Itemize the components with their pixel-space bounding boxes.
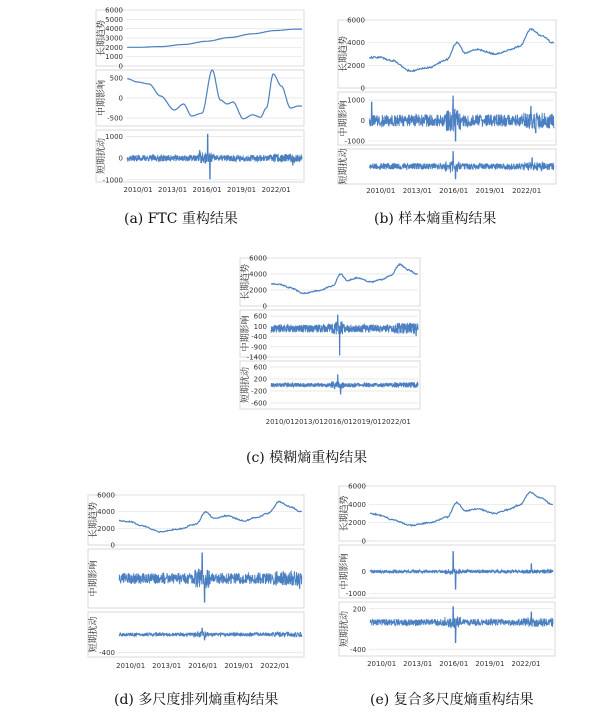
caption-e: (e) 复合多尺度熵重构结果 <box>370 692 534 708</box>
x-tick-label: 2010/01 <box>265 418 295 426</box>
x-tick-label: 2013/01 <box>403 660 433 668</box>
x-tick-label: 2010/01 <box>367 660 397 668</box>
y-tick-label: 0 <box>118 154 123 163</box>
y-tick-label: 0 <box>361 537 366 546</box>
x-tick-label: 2016/01 <box>188 662 218 670</box>
y-tick-label: 0 <box>360 117 365 126</box>
y-axis-label: 长期趋势 <box>339 35 349 73</box>
x-tick-label: 2016/01 <box>323 418 353 426</box>
caption-c: (c) 模糊熵重构结果 <box>246 450 368 466</box>
y-axis-label: 中期影响 <box>89 560 99 597</box>
caption-b: (b) 样本熵重构结果 <box>374 211 497 227</box>
chart-c <box>224 256 422 431</box>
y-tick-label: 200 <box>352 605 366 614</box>
x-tick-label: 2016/01 <box>439 660 469 668</box>
x-tick-label: 2013/01 <box>158 186 188 194</box>
y-tick-label: -1000 <box>345 590 366 599</box>
caption-d: (d) 多尺度排列熵重构结果 <box>114 692 279 708</box>
y-tick-label: 5000 <box>105 15 123 24</box>
panel-frame <box>339 602 555 656</box>
y-tick-label: 600 <box>253 312 267 321</box>
y-tick-label: -1400 <box>246 353 267 362</box>
y-tick-label: 1000 <box>105 133 123 141</box>
panel-frame <box>240 310 420 357</box>
x-tick-label: 2019/01 <box>475 660 505 668</box>
y-tick-label: 6000 <box>105 6 123 15</box>
chart-a <box>68 8 308 193</box>
y-tick-label: -400 <box>99 649 115 657</box>
chart-c-svg <box>224 256 422 431</box>
y-tick-label: 6000 <box>347 16 365 25</box>
y-axis-label: 长期趋势 <box>340 495 350 532</box>
y-tick-label: 200 <box>253 375 267 384</box>
y-tick-label: -400 <box>251 333 267 342</box>
y-tick-label: 500 <box>109 74 123 83</box>
chart-d <box>78 493 306 676</box>
chart-a-svg <box>68 8 308 193</box>
y-tick-label: 2000 <box>249 286 267 295</box>
y-tick-label: 3000 <box>105 34 123 43</box>
y-axis-label: 中期影响 <box>339 100 349 137</box>
y-tick-label: 4000 <box>249 270 267 279</box>
y-tick-label: 4000 <box>97 508 115 517</box>
y-axis-label: 长期趋势 <box>241 263 251 301</box>
y-tick-label: -1000 <box>102 176 123 185</box>
y-axis-label: 短期扰动 <box>339 148 349 185</box>
y-tick-label: -1000 <box>344 137 365 146</box>
x-tick-label: 2022/01 <box>511 660 541 668</box>
y-axis-label: 中期影响 <box>97 79 107 117</box>
y-tick-label: 6000 <box>348 482 366 491</box>
x-tick-label: 2022/01 <box>261 186 291 194</box>
x-tick-label: 2010/01 <box>123 186 153 194</box>
caption-a: (a) FTC 重构结果 <box>124 211 238 227</box>
y-tick-label: 1000 <box>105 53 123 62</box>
x-tick-label: 2010/01 <box>116 662 146 670</box>
x-tick-label: 2016/01 <box>192 186 222 194</box>
x-tick-label: 2019/01 <box>475 187 505 195</box>
y-tick-label: 0 <box>118 62 123 71</box>
y-tick-label: -900 <box>251 343 267 352</box>
y-tick-label: -500 <box>107 114 123 123</box>
y-tick-label: 600 <box>253 363 267 372</box>
y-tick-label: 0 <box>360 84 365 93</box>
x-tick-label: 2013/01 <box>152 662 182 670</box>
chart-e <box>327 484 557 678</box>
y-tick-label: 0 <box>118 94 123 103</box>
y-tick-label: -400 <box>350 645 366 654</box>
y-tick-label: 2000 <box>105 43 123 52</box>
chart-b-svg <box>326 18 558 194</box>
chart-e-svg <box>327 484 557 678</box>
y-tick-label: 4000 <box>348 500 366 509</box>
y-axis-label: 短期扰动 <box>89 616 99 653</box>
y-tick-label: 4000 <box>105 25 123 34</box>
x-tick-label: 2022/01 <box>260 662 290 670</box>
y-axis-label: 长期趋势 <box>97 19 107 57</box>
y-axis-label: 长期趋势 <box>89 501 99 539</box>
y-tick-label: 2000 <box>348 519 366 528</box>
y-axis-label: 中期影响 <box>241 315 251 352</box>
x-tick-label: 2010/01 <box>366 187 396 195</box>
x-tick-label: 2019/01 <box>352 418 382 426</box>
x-tick-label: 2013/01 <box>402 187 432 195</box>
x-tick-label: 2019/01 <box>227 186 257 194</box>
x-tick-label: 2019/01 <box>224 662 254 670</box>
y-tick-label: 0 <box>262 302 267 311</box>
y-tick-label: 1000 <box>347 96 365 105</box>
x-tick-label: 2013/01 <box>294 418 324 426</box>
x-tick-label: 2022/01 <box>381 418 411 426</box>
y-axis-label: 短期扰动 <box>241 366 251 404</box>
y-tick-label: -600 <box>251 399 267 408</box>
y-axis-label: 短期扰动 <box>97 137 107 175</box>
y-tick-label: 4000 <box>347 39 365 48</box>
chart-d-svg <box>78 493 306 676</box>
y-tick-label: -200 <box>251 387 267 396</box>
chart-b <box>326 18 558 194</box>
y-tick-label: 0 <box>110 541 115 550</box>
y-tick-label: 0 <box>361 568 366 576</box>
y-tick-label: 2000 <box>347 61 365 70</box>
y-tick-label: 6000 <box>249 254 267 263</box>
panel-frame <box>338 20 556 88</box>
y-tick-label: 2000 <box>97 524 115 533</box>
x-tick-label: 2022/01 <box>512 187 542 195</box>
x-tick-label: 2016/01 <box>439 187 469 195</box>
y-axis-label: 中期影响 <box>340 553 350 590</box>
panel-frame <box>240 258 420 306</box>
y-axis-label: 短期扰动 <box>340 610 350 648</box>
y-tick-label: 6000 <box>97 491 115 500</box>
y-tick-label: 100 <box>253 322 267 331</box>
